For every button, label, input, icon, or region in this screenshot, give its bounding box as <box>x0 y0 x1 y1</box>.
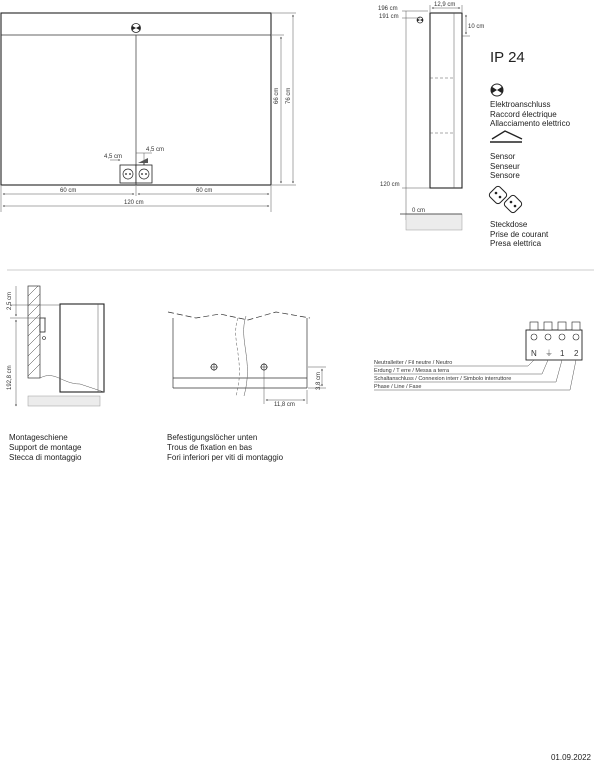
dim-top-196: 196 cm <box>378 6 398 12</box>
legend-electrical <box>490 100 570 129</box>
sensor-icon <box>490 131 522 142</box>
mounting-rail <box>40 318 45 332</box>
legend-electrical-fr: Raccord électrique <box>490 109 557 119</box>
legend-electrical-de: Elektroanschluss <box>490 100 551 109</box>
wire-label-phase: Phase / Line / Fase <box>374 384 422 390</box>
cabinet-bottom-outline <box>168 312 310 320</box>
fixing-hole-icon <box>210 363 218 371</box>
dim-rail-gap: 2,5 cm <box>7 291 13 310</box>
ip-rating: IP 24 <box>490 49 525 66</box>
electrical-marker-icon <box>132 24 141 33</box>
fixing-hole-icon <box>260 363 268 371</box>
electrical-connection-icon <box>491 84 503 96</box>
dim-bottom-120: 120 cm <box>380 182 400 188</box>
dim-hole-spacing: 11,8 cm <box>274 402 295 408</box>
legend-sensor <box>490 152 520 181</box>
wire-label-earth: Erdung / T erre / Messa a terra <box>374 368 449 374</box>
caption-fixing-holes-de: Befestigungslöcher unten <box>167 433 258 442</box>
side-cabinet-outline <box>430 13 462 188</box>
legend-sensor-de: Sensor <box>490 152 516 161</box>
dim-height-door: 66 cm <box>274 87 280 104</box>
caption-fixing-holes-fr: Trous de fixation en bas <box>167 443 253 452</box>
caption-mounting-rail <box>9 433 82 463</box>
caption-fixing-holes <box>167 433 283 463</box>
dim-height-total: 76 cm <box>286 87 292 104</box>
caption-mounting-rail-it: Stecca di montaggio <box>9 453 82 462</box>
front-view <box>1 13 296 212</box>
dim-hole-height: 3,8 cm <box>316 371 322 390</box>
dim-top-offset: 10 cm <box>468 24 485 30</box>
wiring-diagram <box>374 322 582 390</box>
caption-mounting-rail-de: Montageschiene <box>9 433 68 442</box>
floor-block <box>406 214 462 230</box>
floor-plate <box>28 396 100 406</box>
wire-label-neutral: Neutralleiter / Fil neutre / Neutro <box>374 360 453 366</box>
terminal-label-2: 2 <box>574 349 579 358</box>
dim-width-right: 60 cm <box>196 188 213 194</box>
dim-socket-top: 4,5 cm <box>146 147 165 153</box>
legend-socket-de: Steckdose <box>490 220 528 229</box>
cabinet-profile <box>60 304 104 392</box>
dim-floor: 0 cm <box>412 208 426 214</box>
dim-rail-height: 192,8 cm <box>7 365 13 390</box>
legend-electrical-it: Allacciamento elettrico <box>490 119 571 128</box>
fixing-holes-detail <box>168 312 326 408</box>
legend-sensor-fr: Senseur <box>490 161 520 171</box>
terminal-label-n: N <box>531 349 537 358</box>
dim-width-total: 120 cm <box>124 200 144 206</box>
side-view <box>378 2 484 230</box>
socket-icon <box>488 185 523 214</box>
terminal-label-1: 1 <box>560 349 565 358</box>
dim-width-left: 60 cm <box>60 188 77 194</box>
legend-sensor-it: Sensore <box>490 171 520 180</box>
mounting-rail-detail <box>7 286 104 406</box>
dim-depth: 12,9 cm <box>434 2 456 8</box>
legend-socket-fr: Prise de courant <box>490 229 549 239</box>
caption-fixing-holes-it: Fori inferiori per viti di montaggio <box>167 453 284 462</box>
document-date: 01.09.2022 <box>550 753 591 762</box>
legend-socket-it: Presa elettrica <box>490 239 542 248</box>
dim-top-191: 191 cm <box>379 14 399 20</box>
legend-socket <box>490 220 548 249</box>
dim-socket-left: 4,5 cm <box>104 154 123 160</box>
wire-label-switch: Schaltanschluss / Connexion interr / Simbolo interruttore <box>374 376 512 382</box>
caption-mounting-rail-fr: Support de montage <box>9 443 82 452</box>
terminal-label-earth: ⏚ <box>545 349 553 358</box>
